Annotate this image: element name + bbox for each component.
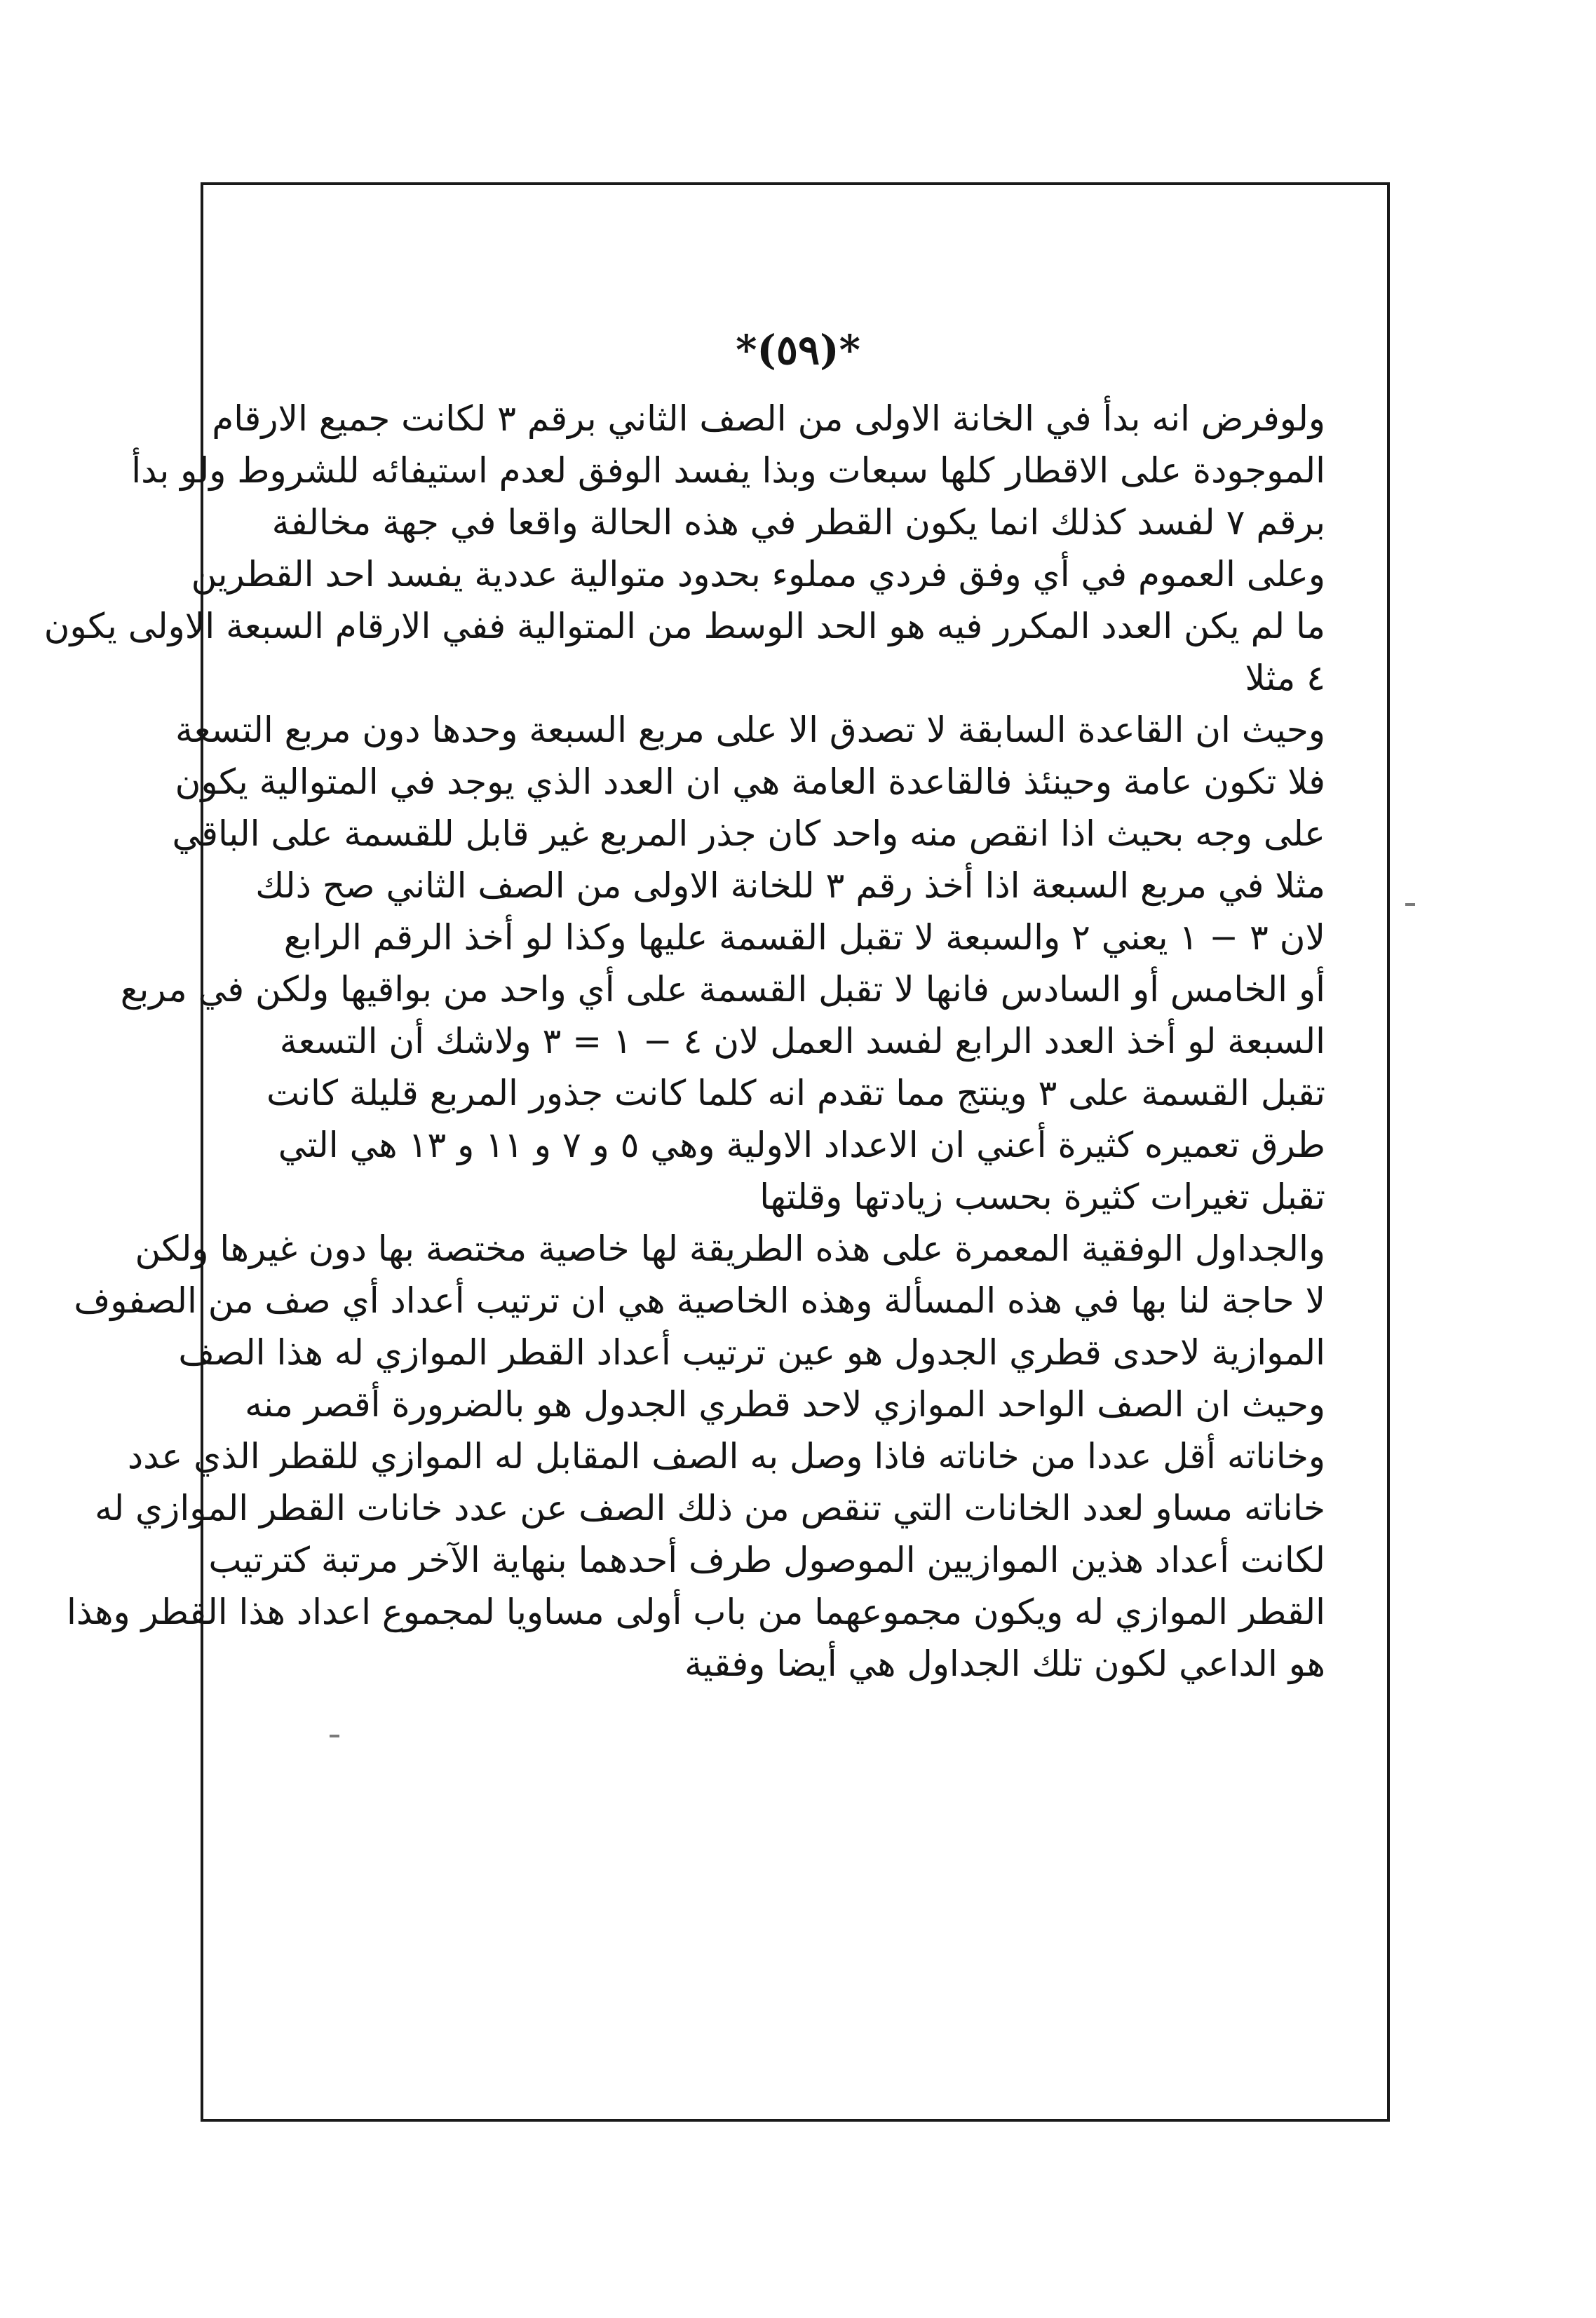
text-line: ولوفرض انه بدأ في الخانة الاولى من الصف الثاني برقم ٣ لكانت جميع الارقام — [212, 398, 1325, 439]
text-line: الموجودة على الاقطار كلها سبعات وبذا يفسد الوفق لعدم استيفائه للشروط ولو بدأ — [131, 450, 1325, 491]
margin-mark — [1405, 903, 1415, 906]
page-body-text — [43, 393, 1325, 1690]
text-line: وحيث ان الصف الواحد الموازي لاحد قطري الجدول هو بالضرورة أقصر منه — [245, 1384, 1325, 1425]
text-line: ما لم يكن العدد المكرر فيه هو الحد الوسط من المتوالية ففي الارقام السبعة الاولى يكون — [43, 606, 1325, 646]
text-line: لان ٣ − ١ يعني ٢ والسبعة لا تقبل القسمة عليها وكذا لو أخذ الرقم الرابع — [283, 917, 1325, 958]
text-line: القطر الموازي له ويكون مجموعهما من باب أولى مساويا لمجموع اعداد هذا القطر وهذا — [67, 1592, 1325, 1632]
text-line: على وجه بحيث اذا انقص منه واحد كان جذر المربع غير قابل للقسمة على الباقي — [172, 813, 1325, 854]
text-line: ٤ مثلا — [1245, 658, 1325, 698]
text-line: الموازية لاحدى قطري الجدول هو عين ترتيب أعداد القطر الموازي له هذا الصف — [178, 1332, 1325, 1373]
text-line: وعلى العموم في أي وفق فردي مملوء بحدود متوالية عددية يفسد احد القطرين — [191, 554, 1325, 595]
text-line: والجداول الوفقية المعمرة على هذه الطريقة لها خاصية مختصة بها دون غيرها ولكن — [135, 1228, 1325, 1269]
margin-mark — [330, 1735, 339, 1737]
text-line: لكانت أعداد هذين الموازيين الموصول طرف أحدهما بنهاية الآخر مرتبة كترتيب — [208, 1540, 1325, 1580]
text-line: خاناته مساو لعدد الخانات التي تنقص من ذلك الصف عن عدد خانات القطر الموازي له — [95, 1488, 1325, 1529]
page-number: *(٥٩)* — [736, 326, 860, 374]
text-line: السبعة لو أخذ العدد الرابع لفسد العمل لان ٤ − ١ = ٣ ولاشك أن التسعة — [279, 1021, 1325, 1062]
text-line: مثلا في مربع السبعة اذا أخذ رقم ٣ للخانة الاولى من الصف الثاني صح ذلك — [255, 865, 1325, 906]
text-line: طرق تعميره كثيرة أعني ان الاعداد الاولية وهي ٥ و ٧ و ١١ و ١٣ هي التي — [278, 1125, 1325, 1165]
text-line: هو الداعي لكون تلك الجداول هي أيضا وفقية — [684, 1643, 1325, 1684]
text-line: تقبل تغيرات كثيرة بحسب زيادتها وقلتها — [759, 1177, 1325, 1217]
text-line: لا حاجة لنا بها في هذه المسألة وهذه الخاصية هي ان ترتيب أعداد أي صف من الصفوف — [74, 1280, 1325, 1321]
text-line: تقبل القسمة على ٣ وينتج مما تقدم انه كلما كانت جذور المربع قليلة كانت — [266, 1073, 1325, 1113]
text-line: فلا تكون عامة وحينئذ فالقاعدة العامة هي ان العدد الذي يوجد في المتوالية يكون — [175, 761, 1325, 802]
text-line: أو الخامس أو السادس فانها لا تقبل القسمة على أي واحد من بواقيها ولكن في مربع — [120, 969, 1325, 1010]
text-line: وخاناته أقل عددا من خاناته فاذا وصل به الصف المقابل له الموازي للقطر الذي عدد — [127, 1436, 1325, 1477]
text-line: وحيث ان القاعدة السابقة لا تصدق الا على مربع السبعة وحدها دون مربع التسعة — [175, 710, 1325, 750]
text-line: برقم ٧ لفسد كذلك انما يكون القطر في هذه الحالة واقعا في جهة مخالفة — [271, 502, 1325, 543]
